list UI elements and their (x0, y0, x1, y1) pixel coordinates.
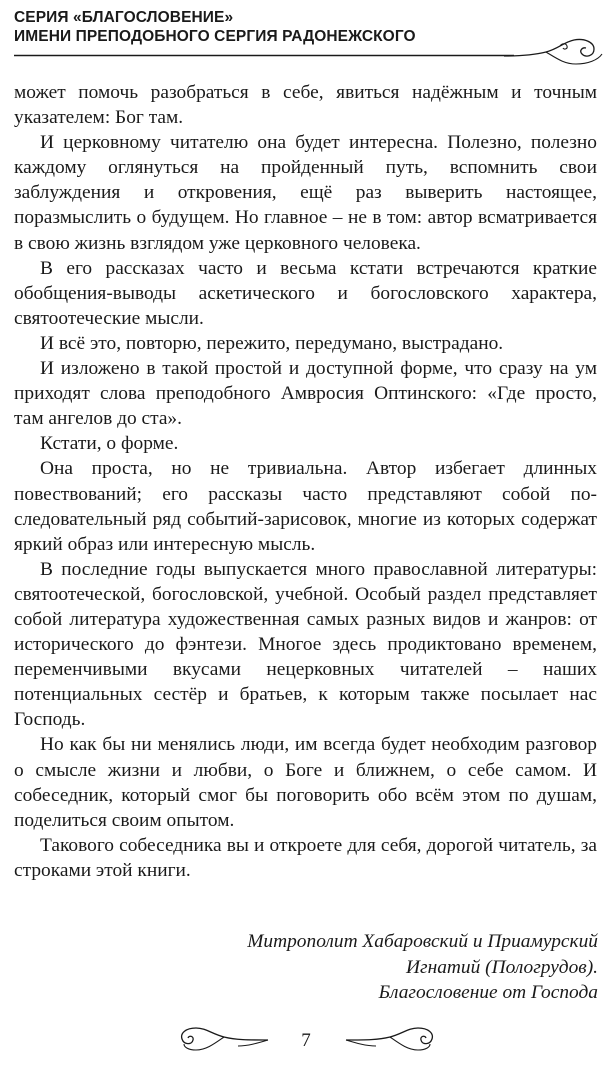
signature-block (98, 929, 598, 1006)
page-body-text (14, 80, 597, 883)
series-subtitle: ИМЕНИ ПРЕПОДОБНОГО СЕРГИЯ РАДОНЕЖСКОГО (14, 28, 416, 45)
paragraph: Кстати, о форме. (40, 433, 179, 455)
footer-flourish-right-ornament (344, 1024, 436, 1056)
paragraph: В последние годы выпускается много православной литературы: святоотеческой, богословской, учебной. Особый раздел представляет собой литература художественная самых разных видов и жанров: от исторического до фэнтези. Многое здесь продиктовано временем, переменчивыми вкусами нецерковных читателей – наших потенциальных сестёр и братьев, к которым также посылает нас Господь. (14, 558, 597, 731)
paragraph: Но как бы ни менялись люди, им всегда будет необходим разговор о смысле жизни и любви, о Боге и ближнем, о себе самом. И собеседник, который смог бы поговорить обо всём этом по душам, поделиться своим опытом. (14, 734, 597, 831)
signature-author-title: Митрополит Хабаровский и Приамурский (247, 931, 598, 952)
paragraph: может помочь разобраться в себе, явиться надёжным и точным указателем: Бог там. (14, 82, 597, 129)
header-flourish-ornament (502, 34, 606, 70)
page-number: 7 (301, 1030, 311, 1051)
paragraph: И изложено в такой простой и доступной форме, что сразу на ум приходят слова преподобного Амвросия Оптинского: «Где просто, там ангелов до ста». (14, 358, 597, 430)
paragraph: И церковному читателю она будет интересна. Полезно, полезно каждому оглянуться на пройденный путь, вспомнить свои заблуждения и откровения, ещё раз выверить настоящее, поразмыслить о будущем. Но главное – не в том: автор всматривается в свою жизнь взглядом уже церковного человека. (14, 132, 597, 254)
page-header (14, 8, 604, 58)
signature-blessing: Благословение от Господа (378, 982, 598, 1003)
paragraph: И всё это, повторю, пережито, передумано, выстрадано. (40, 332, 504, 354)
page-footer (0, 1020, 612, 1064)
signature-author-name: Игнатий (Пологрудов). (406, 956, 598, 978)
paragraph: Такового собеседника вы и откроете для себя, дорогой читатель, за строками этой книги. (14, 834, 597, 881)
paragraph: Она проста, но не тривиальна. Автор избегает длинных повествований; его рассказы часто представляют собой последовательный ряд событий-зарисовок, многие из которых содержат яркий образ или интересную мысль. (14, 458, 597, 555)
header-rule-line (14, 54, 514, 58)
paragraph: В его рассказах часто и весьма кстати встречаются краткие обобщения-выводы аскетического и богословского характера, святоотеческие мысли. (14, 257, 597, 329)
series-title: СЕРИЯ «БЛАГОСЛОВЕНИЕ» (14, 9, 234, 26)
